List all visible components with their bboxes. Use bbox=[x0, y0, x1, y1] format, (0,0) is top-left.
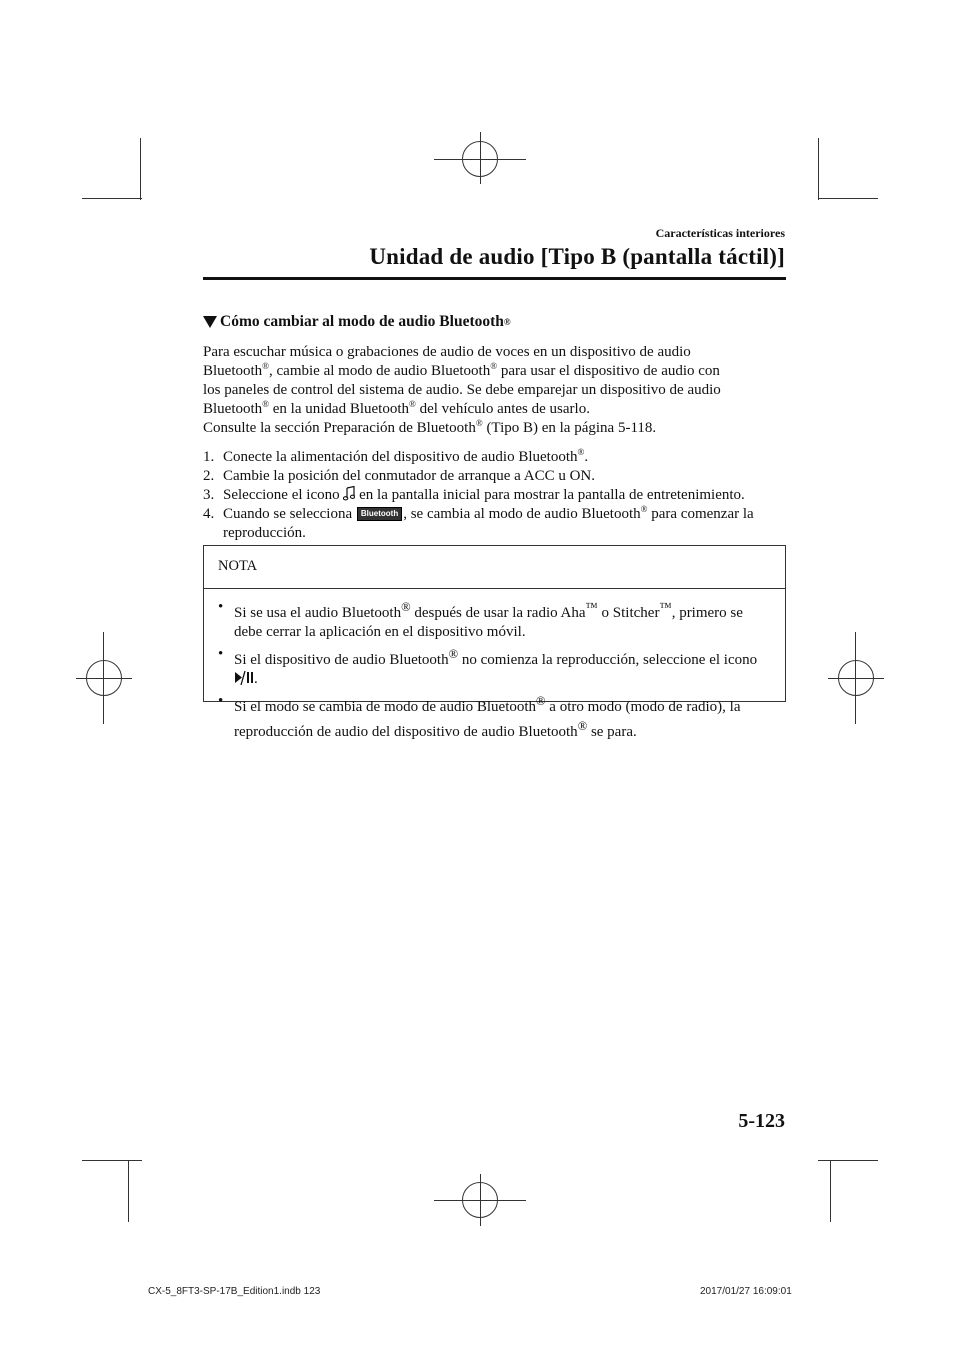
intro-line: los paneles de control del sistema de audio. Se debe emparejar un dispositivo de audio bbox=[203, 382, 721, 398]
step-item: 4. Cuando se selecciona Bluetooth , se cambia al modo de audio Bluetooth® para comenzar la reproducción. bbox=[203, 504, 754, 541]
bluetooth-button: Bluetooth bbox=[357, 507, 402, 521]
steps-list bbox=[203, 448, 793, 543]
intro-line: Consulte la sección Preparación de Bluetooth® (Tipo B) en la página 5-118. bbox=[203, 418, 657, 436]
note-divider bbox=[204, 588, 785, 589]
intro-line: Bluetooth® en la unidad Bluetooth® del vehículo antes de usarlo. bbox=[203, 399, 590, 417]
note-item: • Si se usa el audio Bluetooth® después de usar la radio Aha™ o Stitcher™, primero se debe cerrar la aplicación en el dispositivo móvil. bbox=[218, 599, 743, 640]
intro-line: Bluetooth®, cambie al modo de audio Bluetooth® para usar el dispositivo de audio con bbox=[203, 361, 720, 379]
music-note-icon bbox=[343, 486, 355, 501]
step-item: 1. Conecte la alimentación del dispositivo de audio Bluetooth®. bbox=[203, 447, 589, 465]
intro-paragraph bbox=[203, 343, 793, 438]
print-slug-left: CX-5_8FT3-SP-17B_Edition1.indb 123 bbox=[148, 1286, 321, 1297]
title-rule bbox=[203, 277, 786, 280]
note-item: • Si el modo se cambia de modo de audio Bluetooth® a otro modo (modo de radio), la reproducción de audio del dispositivo de audio Bluetooth® se para. bbox=[218, 693, 741, 740]
main-content bbox=[203, 312, 793, 561]
note-item: • Si el dispositivo de audio Bluetooth® no comienza la reproducción, seleccione el icono . bbox=[218, 646, 758, 687]
intro-line: Para escuchar música o grabaciones de audio de voces en un dispositivo de audio bbox=[203, 344, 691, 360]
note-box bbox=[203, 545, 786, 740]
triangle-down-icon bbox=[203, 316, 217, 328]
section-heading-text: Cómo cambiar al modo de audio Bluetooth bbox=[220, 313, 504, 330]
step-item: 3. Seleccione el icono en la pantalla inicial para mostrar la pantalla de entretenimiento. bbox=[203, 487, 745, 503]
note-list bbox=[218, 598, 773, 745]
play-pause-icon bbox=[234, 670, 254, 686]
page-title: Unidad de audio [Tipo B (pantalla táctil)] bbox=[369, 244, 785, 269]
step-item: 2. Cambie la posición del conmutador de arranque a ACC u ON. bbox=[203, 468, 595, 484]
note-title: NOTA bbox=[218, 558, 258, 574]
section-heading: Cómo cambiar al modo de audio Bluetooth ® bbox=[203, 312, 793, 331]
print-slug-right: 2017/01/27 16:09:01 bbox=[700, 1286, 792, 1297]
page-number: 5-123 bbox=[738, 1110, 785, 1132]
section-label: Características interiores bbox=[655, 226, 785, 240]
